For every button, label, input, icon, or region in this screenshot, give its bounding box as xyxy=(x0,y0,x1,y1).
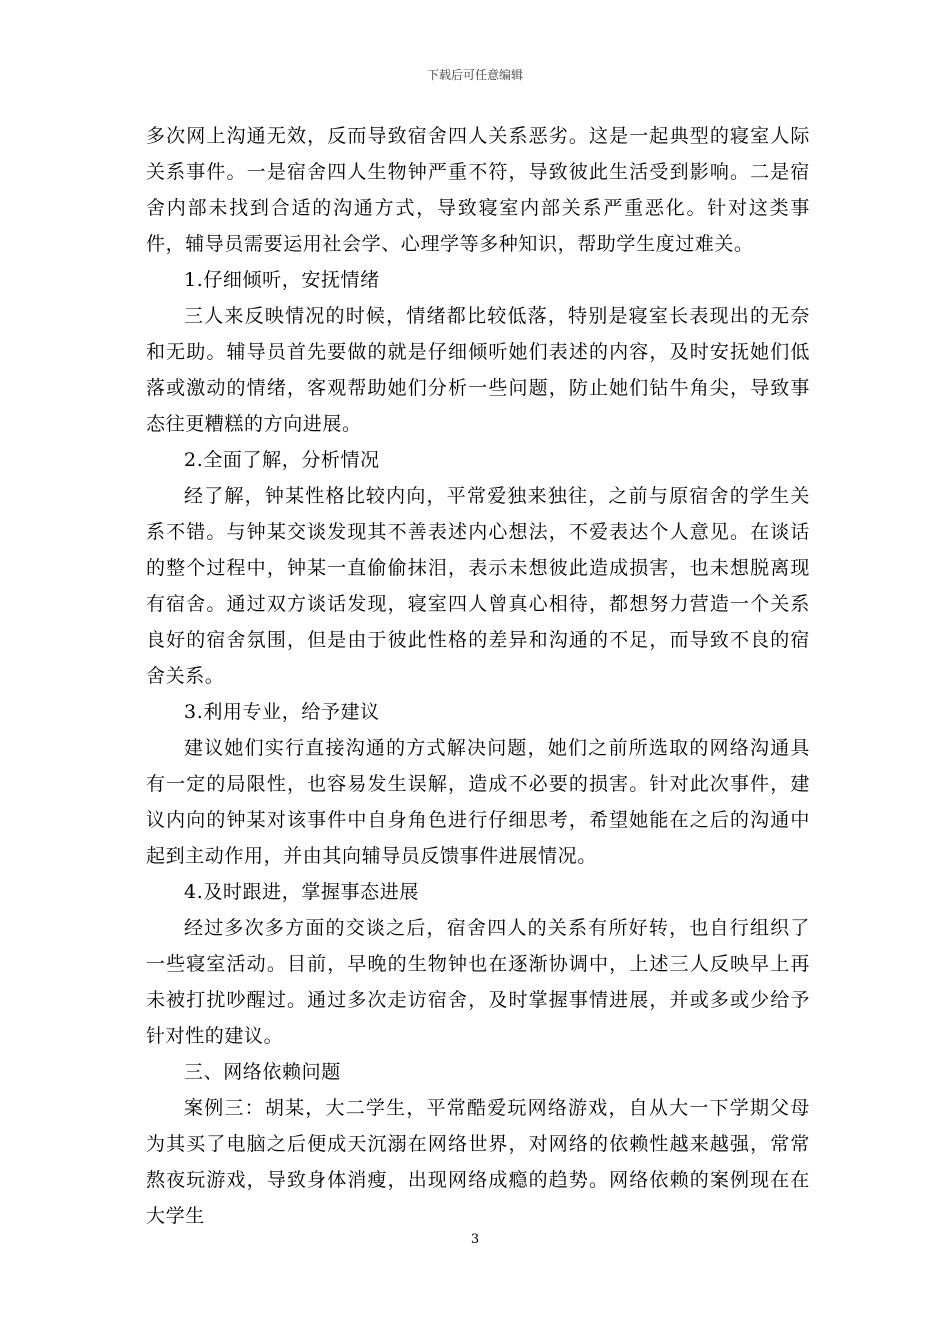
section-heading: 4.及时跟进，掌握事态进展 xyxy=(184,881,419,903)
paragraph: 经了解，钟某性格比较内向，平常爱独来独往，之前与原宿舍的学生关系不错。与钟某交谈发现其不善表述内心想法，不爱表达个人意见。在谈话的整个过程中，钟某一直偷偷抹泪，表示未想彼此造成损害，也未想脱离现有宿舍。通过双方谈话发现，寝室四人曾真心相待，都想努力营造一个关系良好的宿舍氛围，但是由于彼此性格的差异和沟通的不足，而导致不良的宿舍关系。 xyxy=(146,485,810,687)
paragraph: 多次网上沟通无效，反而导致宿舍四人关系恶劣。这是一起典型的寝室人际关系事件。一是宿舍四人生物钟严重不符，导致彼此生活受到影响。二是宿舍内部未找到合适的沟通方式，导致寝室内部关系严重恶化。针对这类事件，辅导员需要运用社会学、心理学等多种知识，帮助学生度过难关。 xyxy=(146,125,810,255)
section-heading: 1.仔细倾听，安抚情绪 xyxy=(184,269,380,291)
page-header: 下载后可任意编辑 xyxy=(426,68,523,82)
section-heading: 2.全面了解，分析情况 xyxy=(184,449,380,471)
paragraph: 经过多次多方面的交谈之后，宿舍四人的关系有所好转，也自行组织了一些寝室活动。目前，早晚的生物钟也在逐渐协调中，上述三人反映早上再未被打扰吵醒过。通过多次走访宿舍，及时掌握事情进展，并或多或少给予针对性的建议。 xyxy=(146,917,810,1047)
document-body xyxy=(146,118,810,1234)
paragraph: 建议她们实行直接沟通的方式解决问题，她们之前所选取的网络沟通具有一定的局限性，也容易发生误解，造成不必要的损害。针对此次事件，建议内向的钟某对该事件中自身角色进行仔细思考，希望她能在之后的沟通中起到主动作用，并由其向辅导员反馈事件进展情况。 xyxy=(146,737,810,867)
section-heading: 3.利用专业，给予建议 xyxy=(184,701,380,723)
paragraph: 案例三：胡某，大二学生，平常酷爱玩网络游戏，自从大一下学期父母为其买了电脑之后便成天沉溺在网络世界，对网络的依赖性越来越强，常常熬夜玩游戏，导致身体消瘦，出现网络成瘾的趋势。网络依赖的案例现在在大学生 xyxy=(146,1097,810,1227)
section-heading: 三、网络依赖问题 xyxy=(184,1061,341,1083)
page-number: 3 xyxy=(470,1232,480,1247)
paragraph: 三人来反映情况的时候，情绪都比较低落，特别是寝室长表现出的无奈和无助。辅导员首先要做的就是仔细倾听她们表述的内容，及时安抚她们低落或激动的情绪，客观帮助她们分析一些问题，防止她们钻牛角尖，导致事态往更糟糕的方向进展。 xyxy=(146,305,810,435)
